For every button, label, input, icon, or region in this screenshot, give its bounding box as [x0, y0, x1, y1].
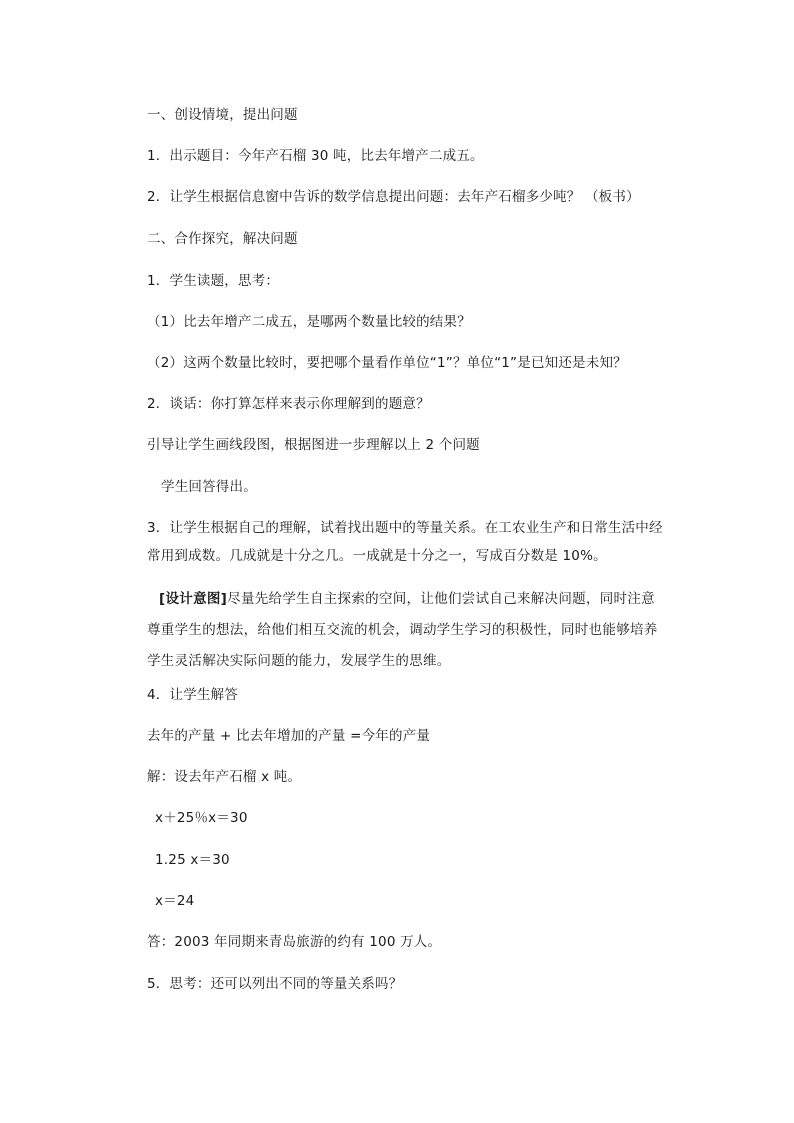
guide-text: 引导让学生画线段图，根据图进一步理解以上 2 个问题 [147, 437, 480, 453]
step-2-text: 2．让学生根据信息窗中告诉的数学信息提出问题：去年产石榴多少吨？ （板书） [147, 189, 640, 205]
design-intent-tag: [设计意图] [159, 591, 228, 607]
relation-text: 去年的产量 + 比去年增加的产量 =今年的产量 [147, 728, 431, 744]
section-heading-2: 二、合作探究，解决问题 [147, 231, 298, 247]
step-5-text: 5．思考：还可以列出不同的等量关系吗？ [147, 976, 403, 992]
equation-3: x＝24 [155, 893, 195, 909]
answer-text: 答：2003 年同期来青岛旅游的约有 100 万人。 [147, 934, 442, 950]
student-answer-text: 学生回答得出。 [161, 479, 257, 495]
section-heading-1: 一、创设情境，提出问题 [147, 107, 298, 123]
step-read-text: 1．学生读题，思考： [147, 273, 280, 289]
design-intent-text: 尽量先给学生自主探索的空间，让他们尝试自己来解决问题，同时注意尊重学生的想法，给他们相互交流的机会，调动学生学习的积极性，同时也能够培养学生灵活解决实际问题的能力，发展学生的思维。 [147, 591, 658, 669]
talk-text: 2．谈话：你打算怎样来表示你理解到的题意？ [147, 396, 430, 412]
solution-setup-text: 解：设去年产石榴 x 吨。 [147, 769, 302, 785]
step-3-line-2: 常用到成数。几成就是十分之几。一成就是十分之一，写成百分数是 10%。 [147, 548, 607, 564]
question-1-text: （1）比去年增产二成五，是哪两个数量比较的结果？ [147, 314, 471, 330]
step-1-text: 1．出示题目：今年产石榴 30 吨，比去年增产二成五。 [147, 148, 484, 164]
step-3-line-1: 3．让学生根据自己的理解，试着找出题中的等量关系。在工农业生产和日常生活中经 [147, 520, 663, 536]
equation-1: x＋25％x＝30 [155, 810, 248, 826]
question-2-text: （2）这两个数量比较时，要把哪个量看作单位“1”？单位“1”是已知还是未知？ [147, 355, 627, 371]
equation-2: 1.25 x＝30 [155, 852, 230, 868]
step-4-text: 4．让学生解答 [147, 687, 238, 703]
design-intent-paragraph [147, 584, 659, 677]
